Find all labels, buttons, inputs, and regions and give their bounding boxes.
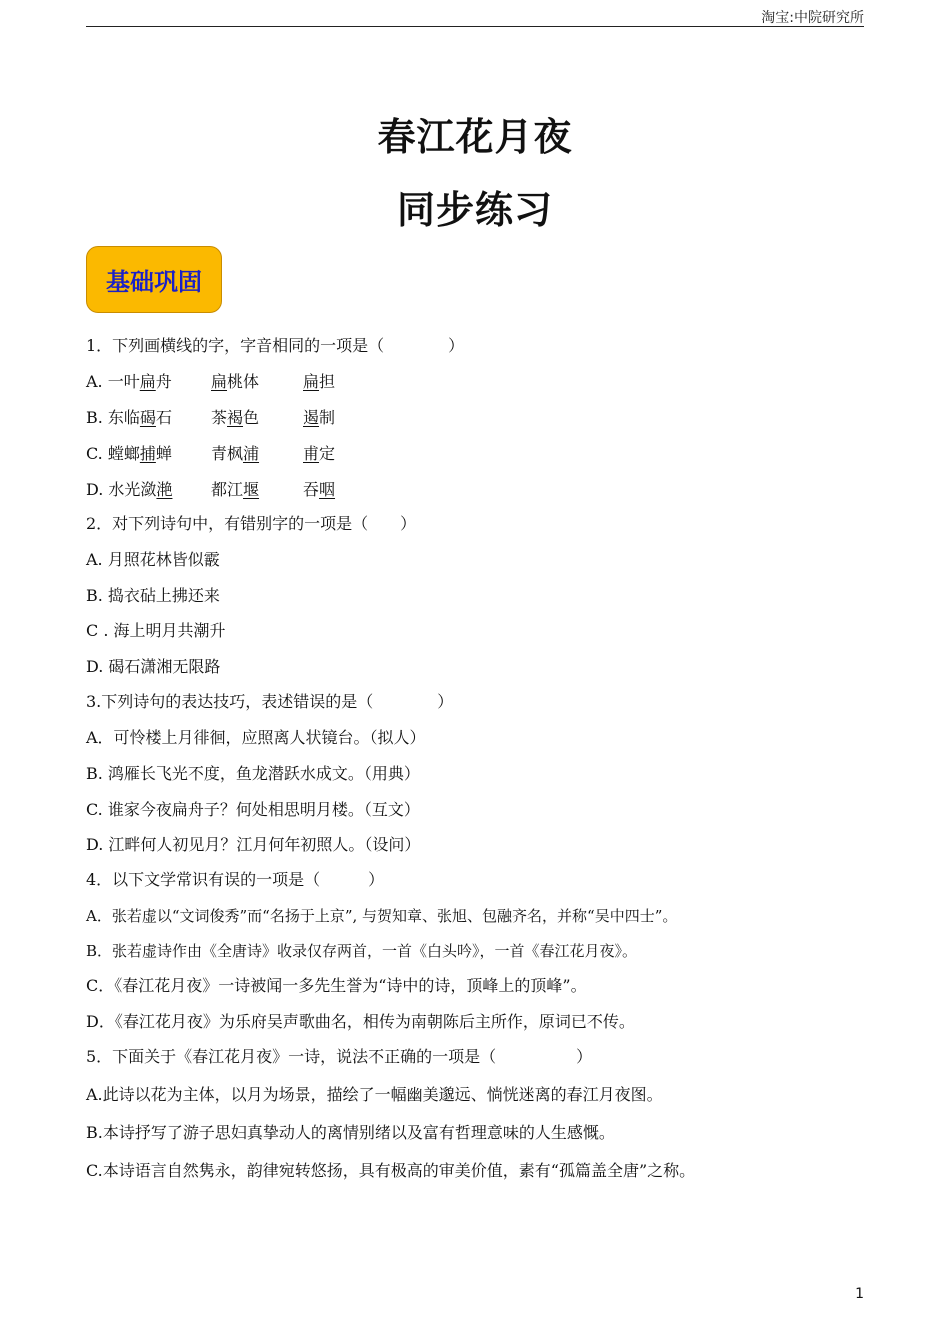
q4-stem: 4．以下文学常识有误的一项是（ ） [86, 870, 385, 889]
q3-stem: 3.下列诗句的表达技巧，表述错误的是（ ） [86, 692, 454, 711]
q1-d-prefix: D. 水光潋 [86, 480, 157, 499]
header-source-text: 淘宝:中院研究所 [761, 10, 864, 26]
q1-b-suffix-1: 石 [155, 408, 172, 427]
q1-a-underlined-1: 扁 [139, 372, 156, 391]
page-header [86, 6, 864, 27]
q1-c-suffix-3: 定 [319, 444, 336, 463]
q1-d-prefix-3: 吞 [303, 480, 320, 499]
page-number: 1 [855, 1286, 864, 1302]
q3-option-b: B. 鸿雁长飞光不度，鱼龙潜跃水成文。（用典） [86, 764, 420, 783]
q1-c-underlined-3: 甫 [303, 444, 320, 463]
q1-b-underlined-2: 褐 [227, 408, 244, 427]
q2-stem: 2．对下列诗句中，有错别字的一项是（ ） [86, 514, 417, 533]
q1-option-b [86, 408, 335, 428]
q2-option-d: D. 碣石潇湘无限路 [86, 657, 221, 676]
q4-option-a: A．张若虚以“文词俊秀”而“名扬于上京”, 与贺知章、张旭、包融齐名，并称“吴中四士”。 [86, 907, 678, 925]
q1-d-underlined-2: 堰 [243, 480, 260, 499]
q4-option-c: C．《春江花月夜》一诗被闻一多先生誉为“诗中的诗，顶峰上的顶峰”。 [86, 976, 587, 995]
q1-option-c [86, 444, 335, 464]
q1-d-underlined-3: 咽 [319, 480, 336, 499]
q5-stem: 5．下面关于《春江花月夜》一诗，说法不正确的一项是（ ） [86, 1047, 593, 1066]
q1-b-suffix-2: 色 [243, 408, 260, 427]
q1-option-d [86, 480, 335, 500]
q5-option-c: C.本诗语言自然隽永，韵律宛转悠扬，具有极高的审美价值，素有“孤篇盖全唐”之称。 [86, 1161, 696, 1180]
q1-d-prefix-2: 都江 [211, 480, 244, 499]
q1-option-a [86, 372, 335, 392]
page-title: 春江花月夜 [377, 115, 573, 159]
q1-c-prefix: C. 螳螂 [86, 444, 140, 463]
q1-d-underlined-1: 滟 [156, 480, 173, 499]
q5-option-a: A.此诗以花为主体，以月为场景，描绘了一幅幽美邈远、惝恍迷离的春江月夜图。 [86, 1085, 663, 1104]
section-badge-label: 基础巩固 [106, 268, 202, 296]
q2-option-c: C . 海上明月共潮升 [86, 621, 226, 640]
q1-a-prefix: A. 一叶 [86, 372, 140, 391]
q1-a-underlined-3: 扁 [303, 372, 320, 391]
q1-a-suffix-2: 桃体 [227, 372, 260, 391]
q1-b-prefix-2: 茶 [211, 408, 228, 427]
q1-c-underlined-1: 捕 [139, 444, 156, 463]
q1-b-prefix: B. 东临 [86, 408, 140, 427]
q1-a-suffix-3: 担 [319, 372, 336, 391]
q3-option-a: A．可怜楼上月徘徊，应照离人状镜台。（拟人） [86, 728, 426, 747]
q3-option-c: C. 谁家今夜扁舟子？何处相思明月楼。（互文） [86, 800, 420, 819]
q5-option-b: B.本诗抒写了游子思妇真挚动人的离情别绪以及富有哲理意味的人生感慨。 [86, 1123, 615, 1142]
q1-stem: 1．下列画横线的字，字音相同的一项是（ ） [86, 336, 465, 355]
q2-option-b: B. 捣衣砧上拂还来 [86, 586, 220, 605]
page-subtitle: 同步练习 [396, 188, 553, 232]
q1-c-prefix-2: 青枫 [211, 444, 244, 463]
section-badge [86, 246, 222, 313]
q1-c-underlined-2: 浦 [243, 444, 260, 463]
q4-option-d: D．《春江花月夜》为乐府吴声歌曲名，相传为南朝陈后主所作，原词已不传。 [86, 1012, 635, 1031]
q3-option-d: D. 江畔何人初见月？江月何年初照人。（设问） [86, 835, 421, 854]
q1-b-suffix-3: 制 [319, 408, 336, 427]
q1-b-underlined-1: 碣 [139, 408, 156, 427]
q2-option-a: A. 月照花林皆似霰 [86, 550, 220, 569]
q1-b-underlined-3: 遏 [303, 408, 320, 427]
q1-a-suffix-1: 舟 [155, 372, 172, 391]
q4-option-b: B．张若虚诗作由《全唐诗》收录仅存两首，一首《白头吟》，一首《春江花月夜》。 [86, 942, 638, 960]
q1-a-underlined-2: 扁 [211, 372, 228, 391]
q1-c-suffix-1: 蝉 [155, 444, 172, 463]
